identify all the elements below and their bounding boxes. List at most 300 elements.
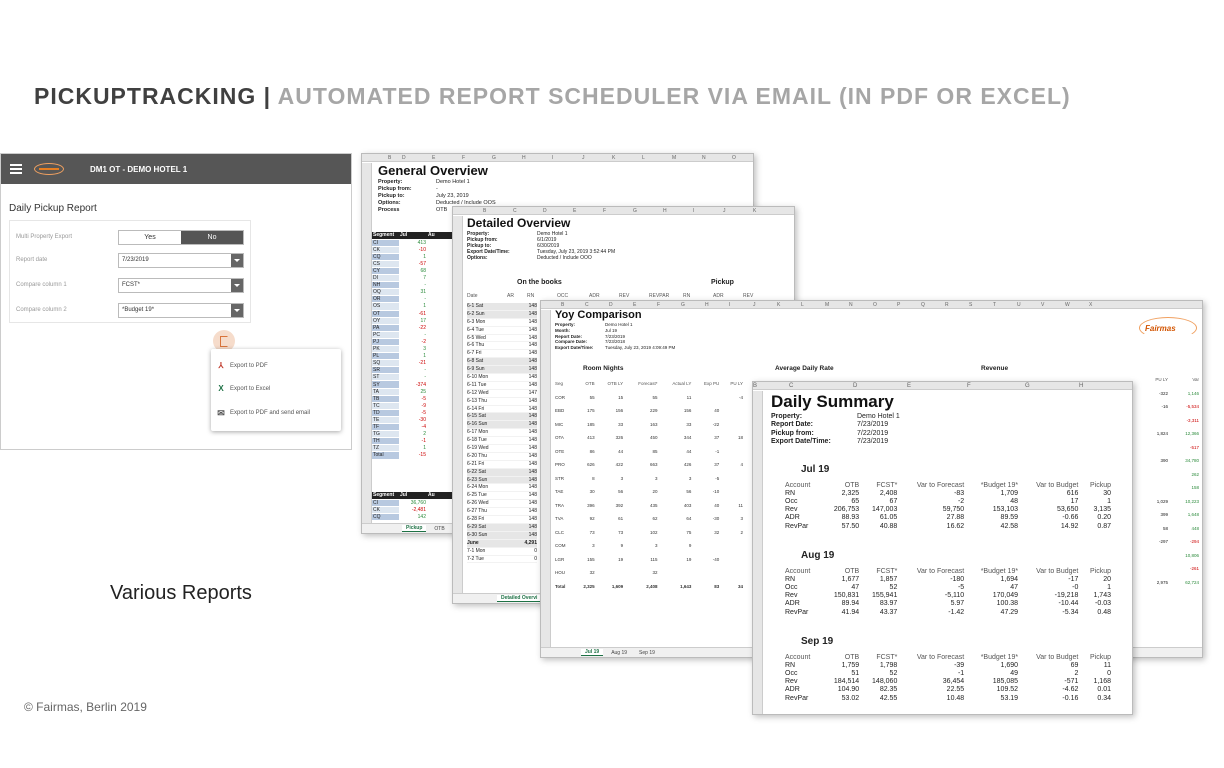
value-cell: -61: [399, 310, 427, 317]
value-cell: 109.52: [996, 686, 1019, 694]
detailed-rows: [467, 303, 537, 563]
chevron-down-icon[interactable]: [231, 304, 243, 317]
value-cell: 426: [683, 462, 692, 468]
list-item: [467, 516, 537, 524]
meta-key: Options:: [378, 200, 401, 206]
list-item: [467, 437, 537, 445]
sheet-title: General Overview: [378, 163, 488, 178]
table-row: [372, 431, 462, 438]
value-cell: 51: [851, 669, 860, 677]
toggle-yes[interactable]: Yes: [119, 231, 181, 244]
value-cell: 156: [615, 408, 624, 414]
table-row: [372, 346, 462, 353]
date-cell: 6-23 Sun: [467, 476, 488, 483]
value-cell: 58: [1162, 525, 1168, 531]
list-item: [467, 350, 537, 358]
value-cell: 1: [399, 445, 427, 452]
value-cell: 48: [1010, 497, 1019, 505]
table-row: [783, 497, 1113, 505]
value-cell: 148,060: [872, 678, 898, 686]
value-cell: 62: [652, 516, 658, 522]
menu-item-label: Export to Excel: [230, 386, 271, 392]
fairmas-logo: [1139, 317, 1197, 341]
meta-key: Report Date:: [555, 333, 583, 339]
list-item: [467, 548, 537, 556]
value-cell: 1,168: [1093, 678, 1111, 686]
copyright: © Fairmas, Berlin 2019: [24, 700, 147, 714]
value-cell: HOU: [555, 570, 565, 576]
table-row: [372, 395, 462, 402]
column-header: B C D E F G H: [753, 382, 1132, 390]
date-cell: 6-28 Fri: [467, 516, 485, 523]
column-header-cell: Au: [427, 492, 462, 499]
value-cell: 102: [650, 529, 658, 535]
column-header-cell: Account: [785, 567, 811, 575]
value-cell: 1,694: [1000, 575, 1019, 583]
value-cell: 148: [528, 445, 537, 452]
segment-cell: OS: [372, 303, 399, 310]
column-header: B C D E F G H I J K L M N O P Q R S T U V W X: [541, 301, 1202, 309]
value-cell: -322: [1158, 390, 1168, 396]
value-cell: ADR: [785, 600, 800, 608]
segment-cell: SR: [372, 367, 399, 374]
value-cell: [721, 404, 745, 418]
table-row: [372, 438, 462, 445]
compare-column-2-select[interactable]: [118, 303, 244, 318]
value-cell: ADR: [785, 686, 800, 694]
value-cell: 1: [1107, 497, 1111, 505]
meta-key: Export Date/Time:: [467, 249, 510, 255]
value-cell: TAE: [555, 489, 564, 495]
table-row: [783, 583, 1113, 591]
value-cell: -57: [399, 260, 427, 267]
list-item: [467, 374, 537, 382]
value-cell: -39: [954, 661, 965, 669]
meta-value: 7/23/2019: [857, 421, 889, 429]
meta-value: Demo Hotel 1: [857, 413, 900, 420]
value-cell: -83: [954, 489, 965, 497]
value-cell: 435: [650, 502, 658, 508]
table-row: [783, 608, 1113, 616]
table-header-row: [783, 481, 1113, 489]
value-cell: -22: [399, 324, 427, 331]
value-cell: 69: [1070, 661, 1079, 669]
segment-cell: OQ: [372, 289, 399, 296]
value-cell: 3,135: [1093, 506, 1111, 514]
list-item: [467, 524, 537, 532]
date-cell: 6-22 Sat: [467, 468, 486, 475]
column-header-cell: Jul: [399, 232, 427, 239]
value-cell: 62,724: [1185, 579, 1199, 585]
segment-cell: OT: [372, 310, 399, 317]
value-cell: 1,609: [611, 583, 624, 589]
export-menu: [211, 349, 341, 431]
table-row: [555, 512, 745, 526]
list-item: [467, 461, 537, 469]
report-date-select[interactable]: [118, 253, 244, 268]
table-row: [783, 522, 1113, 530]
field-label: Report date: [16, 257, 48, 263]
value-cell: 148: [528, 492, 537, 499]
form-row-compare-2: [16, 302, 246, 318]
table-row: [555, 404, 745, 418]
tab-jul-19[interactable]: Jul 19: [581, 649, 603, 656]
table-row: [555, 391, 745, 405]
meta-value: Demo Hotel 1: [537, 231, 568, 237]
table-row: [783, 678, 1113, 686]
table-row: [372, 289, 462, 296]
value-cell: RevPar: [785, 608, 809, 616]
value-cell: Occ: [785, 669, 798, 677]
table-row: [783, 600, 1113, 608]
summary-table: [783, 653, 1113, 702]
table-row: [783, 506, 1113, 514]
value-cell: Total: [555, 583, 566, 589]
value-cell: 40.88: [879, 522, 898, 530]
summary-table: [783, 481, 1113, 530]
list-item: [467, 492, 537, 500]
summary-table: [783, 567, 1113, 616]
date-cell: June: [467, 539, 479, 546]
table-row: [1137, 418, 1199, 432]
value-cell: 7: [399, 275, 427, 282]
meta-key: Property:: [771, 413, 803, 420]
segment-cell: TC: [372, 402, 399, 409]
value-cell: 262: [1191, 471, 1199, 477]
month-section-jul: [783, 464, 1113, 530]
value-cell: 1,759: [841, 661, 860, 669]
value-cell: Rev: [785, 592, 798, 600]
list-item: [467, 453, 537, 461]
list-item: [467, 366, 537, 374]
value-cell: [1137, 485, 1168, 499]
date-cell: 6-13 Thu: [467, 397, 487, 404]
menu-export-excel[interactable]: [217, 385, 270, 393]
value-cell: 0: [534, 547, 537, 554]
segment-cell: TE: [372, 416, 399, 423]
value-cell: -2: [957, 497, 965, 505]
tab-sep-19[interactable]: Sep 19: [639, 649, 655, 656]
value-cell: LGR: [555, 556, 565, 562]
chevron-down-icon[interactable]: [231, 279, 243, 292]
segment-cell: CK: [372, 506, 399, 513]
value-cell: [693, 566, 721, 580]
table-row: [372, 374, 462, 381]
value-cell: 16.62: [946, 522, 965, 530]
value-cell: 5.97: [950, 600, 965, 608]
value-cell: 3: [620, 475, 624, 481]
menu-export-pdf[interactable]: [217, 362, 268, 370]
value-cell: 399: [1160, 512, 1168, 517]
table-row: [372, 267, 462, 274]
table-row: [555, 539, 745, 553]
table-row: [372, 338, 462, 345]
value-cell: -1: [957, 669, 965, 677]
value-cell: 396: [587, 502, 595, 508]
value-cell: 3: [655, 475, 658, 481]
value-cell: -374: [399, 381, 427, 388]
segment-cell: TB: [372, 395, 399, 402]
table-row: [372, 324, 462, 331]
value-cell: [721, 418, 745, 432]
value-cell: 56: [618, 489, 624, 495]
value-cell: 626: [587, 462, 595, 468]
value-cell: -261: [1189, 566, 1199, 571]
value-cell: -4: [399, 424, 427, 431]
value-cell: RevPar: [785, 522, 809, 530]
meta-key: Process: [378, 207, 400, 213]
value-cell: -10: [399, 246, 427, 253]
value-cell: 22.55: [946, 686, 965, 694]
value-cell: 89.94: [841, 600, 860, 608]
app-title: DM1 OT - DEMO HOTEL 1: [90, 164, 188, 174]
segment-cell: TG: [372, 431, 399, 438]
table-row: [1137, 553, 1199, 567]
table-header-row: [372, 232, 462, 239]
value-cell: -1.42: [948, 608, 965, 616]
date-cell: 6-30 Sun: [467, 531, 488, 538]
value-cell: -10: [712, 489, 720, 495]
value-cell: 34,780: [1185, 458, 1199, 463]
meta-value: 7/23/2019: [605, 333, 626, 339]
segment-cell: CQ: [372, 513, 399, 520]
value-cell: 12,366: [1185, 431, 1199, 436]
meta-line: [555, 345, 675, 351]
meta-line: [378, 179, 496, 186]
value-cell: 148: [528, 468, 537, 475]
column-header-cell: PU LY: [1155, 377, 1168, 382]
meta-key: Export Date/Time:: [771, 437, 831, 445]
fairmas-logo-icon: [34, 163, 64, 175]
table-row: [783, 669, 1113, 677]
value-cell: 448: [1191, 525, 1199, 531]
value-cell: 148: [528, 326, 537, 333]
value-cell: 104.90: [837, 686, 860, 694]
table-row: [1137, 539, 1199, 553]
meta-value: Demo Hotel 1: [605, 322, 633, 327]
value-cell: -40: [712, 556, 720, 562]
list-item: [467, 398, 537, 406]
value-cell: 52: [889, 669, 898, 677]
value-cell: 185,085: [992, 678, 1019, 686]
month-section-aug: [783, 550, 1113, 616]
value-cell: 11: [686, 394, 692, 400]
table-row: [372, 303, 462, 310]
value-cell: PRO: [555, 462, 565, 468]
value-cell: 88.93: [841, 514, 860, 522]
table-row: [372, 409, 462, 416]
column-header-cell: Var: [1192, 377, 1199, 382]
value-cell: -0.03: [1095, 600, 1111, 608]
value-cell: -0.66: [1062, 514, 1079, 522]
value-cell: 0.20: [1097, 514, 1111, 522]
value-cell: 17: [399, 317, 427, 324]
date-cell: 6-25 Tue: [467, 492, 487, 499]
value-cell: 3: [740, 516, 743, 522]
value-cell: 185: [587, 421, 595, 427]
value-cell: 663: [650, 462, 658, 468]
pickup-app-window: [0, 153, 352, 450]
meta-key: Property:: [467, 231, 490, 237]
value-cell: 2,325: [583, 583, 595, 589]
table-header-row: [555, 377, 745, 391]
toggle-no[interactable]: No: [181, 231, 243, 244]
value-cell: 59,750: [942, 506, 965, 514]
segment-cell: CS: [372, 260, 399, 267]
value-cell: TVA: [555, 516, 564, 522]
value-cell: 0.34: [1097, 694, 1111, 702]
value-cell: 1: [399, 303, 427, 310]
tab-pickup[interactable]: Pickup: [402, 525, 426, 532]
value-cell: [660, 566, 694, 580]
tab-detailed-overview[interactable]: Detailed Overvi: [497, 595, 541, 602]
list-item: [467, 469, 537, 477]
value-cell: -19,218: [1054, 592, 1079, 600]
value-cell: 47: [1010, 583, 1019, 591]
value-cell: 27.88: [946, 514, 965, 522]
value-cell: 10,806: [1185, 552, 1199, 558]
value-cell: 3: [399, 346, 427, 353]
value-cell: -517: [1189, 444, 1199, 450]
value-cell: EBD: [555, 408, 565, 414]
table-row: [372, 360, 462, 367]
list-item: [467, 429, 537, 437]
value-cell: 326: [615, 435, 624, 441]
table-row: [372, 445, 462, 452]
date-cell: 6-10 Mon: [467, 374, 489, 381]
menu-export-pdf-email[interactable]: [217, 409, 310, 417]
value-cell: 1,690: [1000, 661, 1019, 669]
column-header-cell: OTB: [844, 653, 860, 661]
table-row: [555, 458, 745, 472]
meta-key: Options:: [467, 255, 488, 261]
date-cell: 6-27 Thu: [467, 508, 487, 515]
section-on-the-books: On the books: [517, 279, 562, 286]
table-row: [555, 431, 745, 445]
date-cell: 6-21 Fri: [467, 460, 485, 467]
segment-table: [372, 232, 462, 460]
select-value: *Budget 19*: [122, 306, 155, 313]
value-cell: 1,857: [879, 575, 898, 583]
value-cell: [721, 566, 745, 580]
value-cell: 11: [738, 502, 743, 508]
meta-key: Pickup from:: [771, 429, 814, 437]
report-form: [9, 220, 251, 323]
row-header: [541, 310, 551, 647]
meta-value: 7/23/2018: [605, 339, 626, 345]
chevron-down-icon[interactable]: [231, 254, 243, 267]
menu-item-label: Export to PDF and send email: [230, 410, 311, 416]
value-cell: -10.44: [1058, 600, 1079, 608]
segment-cell: PK: [372, 346, 399, 353]
date-cell: 6-26 Wed: [467, 500, 489, 507]
value-cell: 32: [652, 570, 658, 576]
value-cell: 33: [618, 421, 624, 427]
meta-line: [771, 438, 900, 446]
list-item: [467, 382, 537, 390]
value-cell: -297: [1158, 539, 1168, 544]
column-header-cell: Pickup: [1089, 653, 1111, 661]
list-item: [467, 390, 537, 398]
list-item: [467, 500, 537, 508]
compare-column-1-select[interactable]: [118, 278, 244, 293]
value-cell: 89.59: [1000, 514, 1019, 522]
meta-key: Pickup to:: [467, 243, 492, 249]
value-cell: 83.97: [879, 600, 898, 608]
section-room-nights: Room Nights: [583, 365, 624, 372]
value-cell: 2: [1074, 669, 1079, 677]
column-header-cell: Var to Budget: [1036, 481, 1079, 489]
meta-line: [467, 255, 615, 261]
slide-brand: PICKUPTRACKING: [34, 83, 257, 109]
value-cell: -571: [1064, 678, 1079, 686]
segment-cell: TZ: [372, 445, 399, 452]
list-item: [467, 335, 537, 343]
table-row: [372, 416, 462, 423]
section-average-daily-rate: Average Daily Rate: [775, 365, 834, 372]
value-cell: 15: [618, 394, 624, 400]
list-item: [467, 303, 537, 311]
column-header-cell: RN: [527, 293, 535, 299]
table-row: [372, 506, 462, 513]
slide-title: [34, 83, 1071, 110]
sheet-title: Yoy Comparison: [555, 309, 642, 321]
column-header-cell: Var to Forecast: [916, 481, 965, 489]
table-row: [1137, 512, 1199, 526]
value-cell: -5: [715, 475, 720, 481]
date-cell: 6-18 Tue: [467, 437, 487, 444]
value-cell: -9: [399, 402, 427, 409]
column-header-cell: *Budget 19*: [980, 567, 1019, 575]
value-cell: 1,146: [1187, 390, 1199, 396]
value-cell: 55: [652, 394, 658, 400]
table-row: [1137, 391, 1199, 405]
value-cell: -294: [1189, 539, 1199, 544]
value-cell: 148: [528, 413, 537, 420]
value-cell: 155: [587, 556, 595, 562]
table-row: [372, 317, 462, 324]
table-row: [372, 367, 462, 374]
value-cell: 206,753: [833, 506, 860, 514]
column-header-cell: Au: [427, 232, 462, 239]
value-cell: 0: [1107, 669, 1111, 677]
value-cell: 18: [737, 435, 743, 441]
value-cell: 148: [528, 318, 537, 325]
hamburger-menu-icon[interactable]: [10, 164, 22, 174]
table-row: [372, 253, 462, 260]
value-cell: COM: [555, 543, 566, 549]
tab-aug-19[interactable]: Aug 19: [611, 649, 628, 656]
caption-various-reports: Various Reports: [110, 582, 252, 604]
form-row-compare-1: [16, 277, 246, 293]
meta-value: -: [436, 186, 438, 192]
value-cell: 163: [650, 421, 658, 427]
value-cell: 148: [528, 381, 537, 388]
value-cell: 1,648: [1187, 512, 1199, 517]
value-cell: [1137, 445, 1168, 459]
value-cell: -: [399, 374, 427, 381]
tab-otb[interactable]: OTB: [434, 525, 445, 532]
yoy-room-nights-table: [555, 377, 745, 593]
segment-cell: CI: [372, 499, 399, 506]
column-header-cell: OTB LY: [607, 381, 624, 387]
pdf-icon: ⅄: [218, 361, 224, 370]
excel-icon: X: [218, 384, 224, 393]
value-cell: 68: [399, 267, 427, 274]
list-item: [467, 556, 537, 564]
value-cell: [721, 472, 745, 486]
value-cell: 0.01: [1097, 686, 1111, 694]
